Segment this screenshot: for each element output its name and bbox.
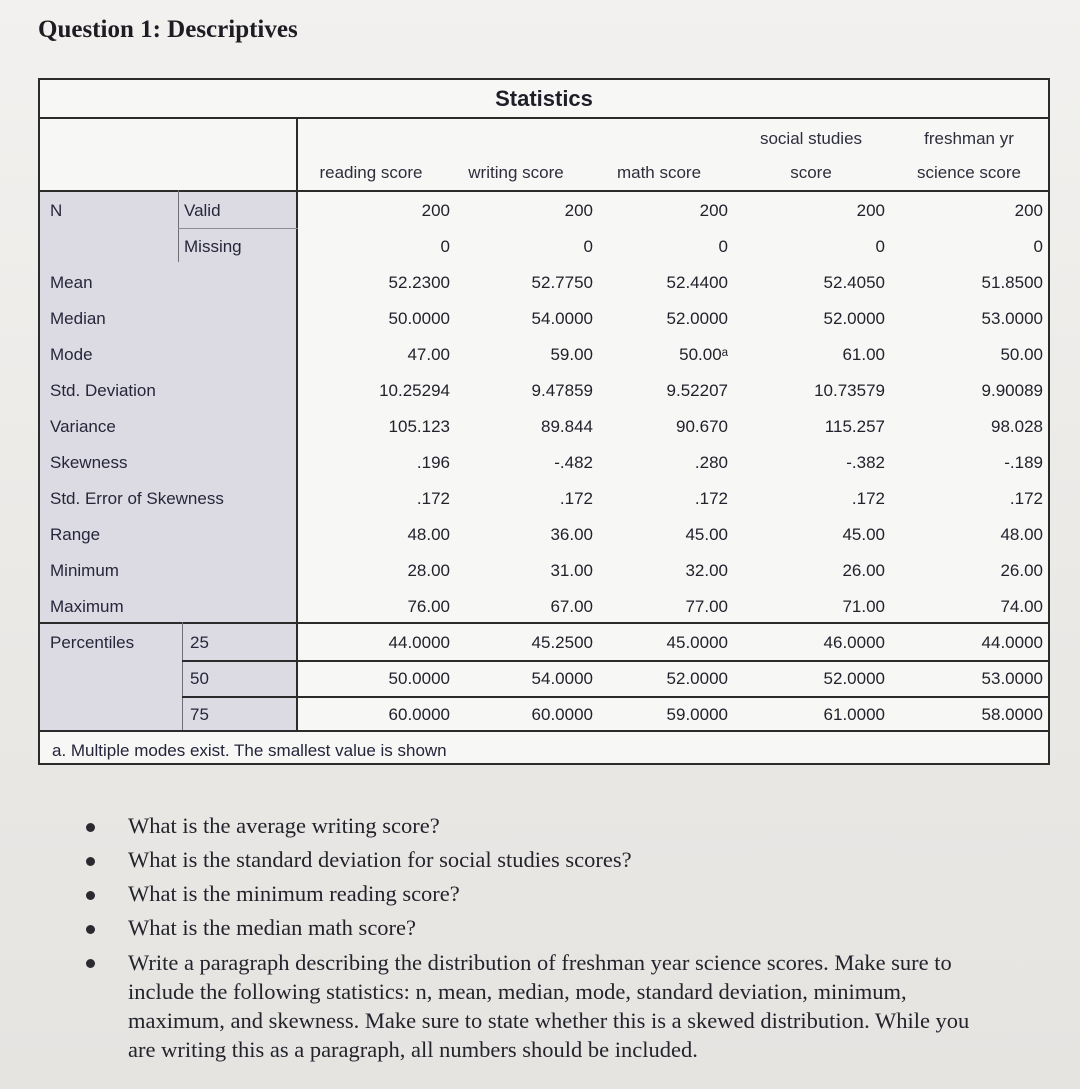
table-row <box>40 588 1048 624</box>
question-text: What is the minimum reading score? <box>128 881 460 906</box>
table-cell: .172 <box>1009 489 1043 508</box>
table-row <box>40 300 1048 336</box>
table-cell: 71.00 <box>842 597 885 616</box>
table-cell: 52.2300 <box>388 273 450 292</box>
table-row <box>40 480 1048 516</box>
table-cell: 59.0000 <box>666 705 728 724</box>
row-label: Minimum <box>50 561 119 580</box>
table-cell: 89.844 <box>541 417 593 436</box>
table-cell: 36.00 <box>550 525 593 544</box>
table-cell: 45.00 <box>842 525 885 544</box>
row-label: Percentiles <box>50 633 135 652</box>
table-cell: 90.670 <box>676 417 728 436</box>
table-cell: 50.00 <box>1000 345 1043 364</box>
table-cell: 115.257 <box>824 417 885 436</box>
bullet-icon <box>86 891 95 900</box>
table-cell: 26.00 <box>1000 561 1043 580</box>
table-cell: 58.0000 <box>981 705 1043 724</box>
statistics-table <box>38 78 1050 765</box>
title-divider <box>40 117 1048 119</box>
row-label: Median <box>50 309 106 328</box>
table-cell: 45.2500 <box>531 633 593 652</box>
table-cell: 60.0000 <box>531 705 593 724</box>
table-row <box>40 516 1048 552</box>
table-cell: .280 <box>694 453 728 472</box>
question-item <box>78 948 978 1064</box>
table-cell: 0 <box>583 237 593 256</box>
question-item <box>78 846 978 874</box>
table-cell: 0 <box>440 237 450 256</box>
page-heading: Question 1: Descriptives <box>38 16 298 43</box>
table-cell: 74.00 <box>1000 597 1043 616</box>
row-sub-label: 50 <box>190 669 209 688</box>
table-cell: -.382 <box>846 453 885 472</box>
column-header-line1: freshman yr <box>924 129 1014 148</box>
table-cell: 50.00ᵃ <box>679 345 728 364</box>
table-row <box>40 552 1048 588</box>
question-text: Write a paragraph describing the distribution of freshman year science scores. Make sure to include the following statistics: n, mean, median, mode, standard deviation, minimum, maximum, and skewness. Make sure to state whether this is a skewed distribution. While you are writing this as a paragraph, all numbers should be included. <box>128 950 970 1062</box>
table-cell: 61.0000 <box>823 705 885 724</box>
table-cell: 52.4050 <box>823 273 885 292</box>
table-cell: 51.8500 <box>981 273 1043 292</box>
row-sub-label: Valid <box>184 201 221 220</box>
table-cell: 28.00 <box>407 561 450 580</box>
table-cell: 54.0000 <box>531 669 593 688</box>
row-label: Std. Error of Skewness <box>50 489 224 508</box>
column-header: writing score <box>468 163 564 182</box>
table-cell: 52.0000 <box>823 309 885 328</box>
table-cell: 76.00 <box>407 597 450 616</box>
table-row <box>40 408 1048 444</box>
table-title: Statistics <box>495 86 593 111</box>
table-cell: .172 <box>559 489 593 508</box>
table-cell: 53.0000 <box>981 669 1043 688</box>
table-cell: 60.0000 <box>388 705 450 724</box>
row-label: Mean <box>50 273 93 292</box>
table-row <box>40 444 1048 480</box>
table-cell: -.482 <box>554 453 593 472</box>
table-row <box>40 696 1048 732</box>
column-header-line1: social studies <box>759 129 863 148</box>
column-header: science score <box>917 163 1021 182</box>
row-sub-label: Missing <box>184 237 242 256</box>
table-cell: 47.00 <box>407 345 450 364</box>
row-label: N <box>50 201 63 220</box>
table-cell: 0 <box>875 237 885 256</box>
row-label: Std. Deviation <box>50 381 156 400</box>
table-cell: 52.0000 <box>666 669 728 688</box>
table-cell: 10.25294 <box>379 381 450 400</box>
table-cell: 52.0000 <box>823 669 885 688</box>
table-cell: 26.00 <box>842 561 885 580</box>
table-cell: .196 <box>416 453 450 472</box>
table-cell: 200 <box>421 201 450 220</box>
table-row <box>40 624 1048 660</box>
table-cell: .172 <box>694 489 728 508</box>
table-cell: 52.0000 <box>666 309 728 328</box>
column-header: reading score <box>319 163 423 182</box>
table-row <box>40 192 1048 228</box>
table-cell: 9.47859 <box>531 381 593 400</box>
row-label: Skewness <box>50 453 128 472</box>
table-footnote: a. Multiple modes exist. The smallest value is shown <box>52 741 447 760</box>
table-cell: 67.00 <box>550 597 593 616</box>
table-cell: 10.73579 <box>814 381 885 400</box>
table-cell: 53.0000 <box>981 309 1043 328</box>
table-cell: 59.00 <box>550 345 593 364</box>
table-cell: 52.4400 <box>666 273 728 292</box>
table-row <box>40 336 1048 372</box>
table-cell: 52.7750 <box>531 273 593 292</box>
table-cell: 54.0000 <box>531 309 593 328</box>
table-cell: 48.00 <box>407 525 450 544</box>
question-text: What is the average writing score? <box>128 813 440 838</box>
table-cell: 0 <box>718 237 728 256</box>
column-header: score <box>790 163 832 182</box>
row-sub-label: 75 <box>190 705 209 724</box>
row-label: Range <box>50 525 101 544</box>
table-cell: .172 <box>416 489 450 508</box>
table-cell: 45.00 <box>685 525 728 544</box>
column-header: math score <box>616 163 702 182</box>
table-cell: 32.00 <box>685 561 728 580</box>
table-cell: 50.0000 <box>388 669 450 688</box>
table-cell: 105.123 <box>388 417 450 436</box>
question-list <box>78 812 978 1070</box>
table-cell: 200 <box>699 201 728 220</box>
question-text: What is the median math score? <box>128 915 417 940</box>
table-cell: -.189 <box>1004 453 1043 472</box>
table-cell: 45.0000 <box>666 633 728 652</box>
bullet-icon <box>86 959 95 968</box>
table-cell: 48.00 <box>1000 525 1043 544</box>
question-item <box>78 880 978 908</box>
question-item <box>78 812 978 840</box>
bullet-icon <box>86 925 95 934</box>
table-row <box>40 660 1048 696</box>
table-cell: .172 <box>851 489 885 508</box>
table-cell: 77.00 <box>685 597 728 616</box>
bullet-icon <box>86 823 95 832</box>
table-cell: 61.00 <box>842 345 885 364</box>
row-label: Mode <box>50 345 93 364</box>
question-text: What is the standard deviation for social studies scores? <box>128 847 632 872</box>
table-cell: 44.0000 <box>388 633 450 652</box>
table-row <box>40 264 1048 300</box>
table-row <box>40 372 1048 408</box>
row-label: Variance <box>50 417 116 436</box>
bullet-icon <box>86 857 95 866</box>
table-cell: 98.028 <box>991 417 1043 436</box>
table-cell: 9.90089 <box>981 381 1043 400</box>
table-cell: 31.00 <box>550 561 593 580</box>
table-cell: 50.0000 <box>388 309 450 328</box>
table-cell: 46.0000 <box>823 633 885 652</box>
table-cell: 200 <box>564 201 593 220</box>
table-row <box>40 228 1048 264</box>
table-cell: 200 <box>1014 201 1043 220</box>
row-sub-label: 25 <box>190 633 209 652</box>
table-cell: 9.52207 <box>666 381 728 400</box>
table-cell: 200 <box>856 201 885 220</box>
question-item <box>78 914 978 942</box>
table-cell: 44.0000 <box>981 633 1043 652</box>
table-cell: 0 <box>1033 237 1043 256</box>
row-label: Maximum <box>50 597 124 616</box>
